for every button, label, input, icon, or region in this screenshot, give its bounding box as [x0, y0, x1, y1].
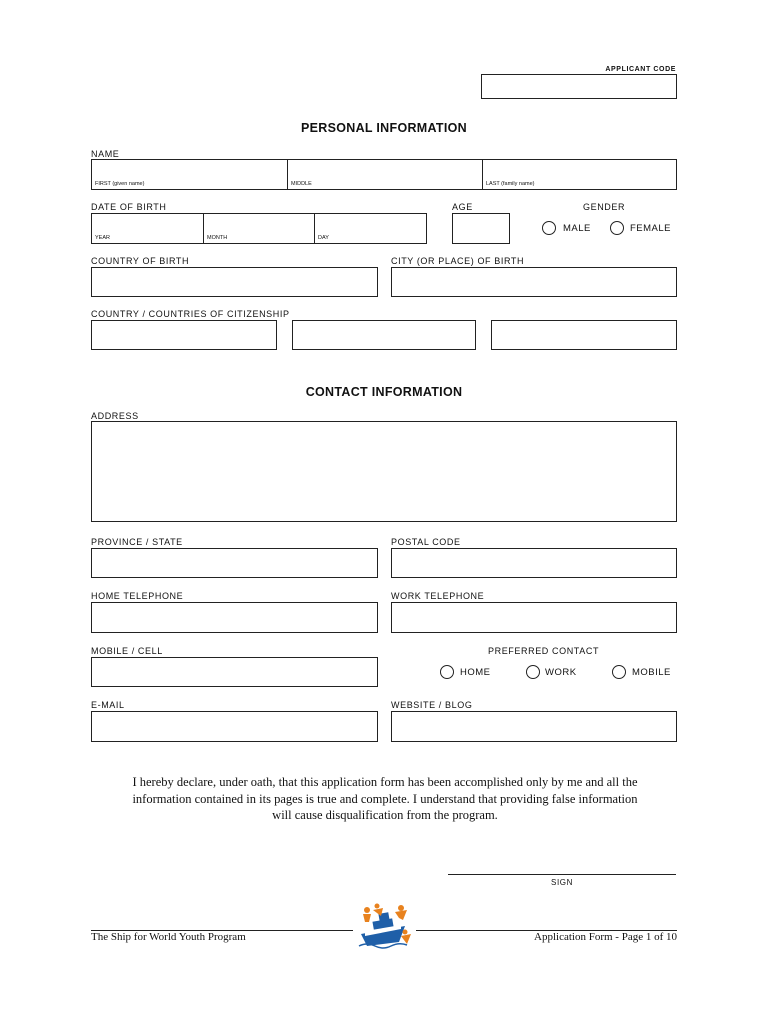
email-field[interactable]	[91, 711, 378, 742]
dob-day-input[interactable]	[315, 214, 426, 243]
contact-information-heading: CONTACT INFORMATION	[305, 385, 463, 399]
preferred-mobile-radio[interactable]	[612, 665, 626, 679]
address-label: ADDRESS	[91, 411, 139, 421]
gender-female-radio[interactable]	[610, 221, 624, 235]
postal-code-field[interactable]	[391, 548, 677, 578]
citizenship-field-3[interactable]	[491, 320, 677, 350]
home-telephone-label: HOME TELEPHONE	[91, 591, 184, 601]
date-of-birth-label: DATE OF BIRTH	[91, 202, 167, 212]
name-label: NAME	[91, 149, 120, 159]
city-of-birth-label: CITY (OR PLACE) OF BIRTH	[391, 256, 525, 266]
citizenship-field-1[interactable]	[91, 320, 277, 350]
age-field[interactable]	[452, 213, 510, 244]
website-blog-label: WEBSITE / BLOG	[391, 700, 473, 710]
footer-page-number: Application Form - Page 1 of 10	[534, 931, 677, 943]
middle-name-input[interactable]	[288, 160, 482, 189]
last-name-sublabel: LAST (family name)	[486, 181, 535, 187]
name-field	[91, 159, 677, 190]
declaration-line-3: will cause disqualification from the program.	[272, 808, 498, 822]
work-telephone-field[interactable]	[391, 602, 677, 633]
first-name-sublabel: FIRST (given name)	[95, 181, 145, 187]
preferred-contact-label: PREFERRED CONTACT	[488, 646, 600, 656]
personal-information-heading: PERSONAL INFORMATION	[301, 121, 467, 135]
country-of-birth-label: COUNTRY OF BIRTH	[91, 256, 190, 266]
country-of-birth-field[interactable]	[91, 267, 378, 297]
province-state-field[interactable]	[91, 548, 378, 578]
age-label: AGE	[452, 202, 473, 212]
date-of-birth-field	[91, 213, 427, 244]
citizenship-label: COUNTRY / COUNTRIES OF CITIZENSHIP	[91, 309, 290, 319]
ship-logo-icon	[355, 902, 413, 952]
citizenship-field-2[interactable]	[292, 320, 476, 350]
footer-program-name: The Ship for World Youth Program	[91, 931, 246, 943]
preferred-home-label: HOME	[460, 667, 491, 678]
signature-line[interactable]	[448, 874, 676, 875]
declaration-text	[90, 774, 680, 824]
gender-male-label: MALE	[563, 223, 591, 234]
website-blog-field[interactable]	[391, 711, 677, 742]
home-telephone-field[interactable]	[91, 602, 378, 633]
preferred-work-radio[interactable]	[526, 665, 540, 679]
declaration-line-2: information contained in its pages is true and complete. I understand that providing false information	[132, 791, 638, 806]
middle-name-sublabel: MIDDLE	[291, 181, 312, 187]
gender-label: GENDER	[583, 202, 626, 212]
mobile-cell-field[interactable]	[91, 657, 378, 687]
work-telephone-label: WORK TELEPHONE	[391, 591, 485, 601]
dob-year-input[interactable]	[92, 214, 203, 243]
dob-day-sublabel: DAY	[318, 235, 329, 241]
gender-female-label: FEMALE	[630, 223, 672, 234]
preferred-mobile-label: MOBILE	[632, 667, 671, 678]
mobile-cell-label: MOBILE / CELL	[91, 646, 163, 656]
postal-code-label: POSTAL CODE	[391, 537, 461, 547]
sign-label: SIGN	[551, 878, 573, 887]
last-name-input[interactable]	[483, 160, 676, 189]
dob-month-input[interactable]	[204, 214, 314, 243]
dob-year-sublabel: YEAR	[95, 235, 110, 241]
dob-month-sublabel: MONTH	[207, 235, 228, 241]
city-of-birth-field[interactable]	[391, 267, 677, 297]
preferred-home-radio[interactable]	[440, 665, 454, 679]
preferred-work-label: WORK	[545, 667, 577, 678]
province-state-label: PROVINCE / STATE	[91, 537, 183, 547]
declaration-line-1: I hereby declare, under oath, that this application form has been accomplished only by me and all the	[132, 775, 638, 789]
applicant-code-field[interactable]	[481, 74, 677, 99]
address-field[interactable]	[91, 421, 677, 522]
first-name-input[interactable]	[92, 160, 287, 189]
applicant-code-label: APPLICANT CODE	[605, 66, 676, 73]
gender-male-radio[interactable]	[542, 221, 556, 235]
program-logo	[355, 902, 413, 952]
email-label: E-MAIL	[91, 700, 125, 710]
